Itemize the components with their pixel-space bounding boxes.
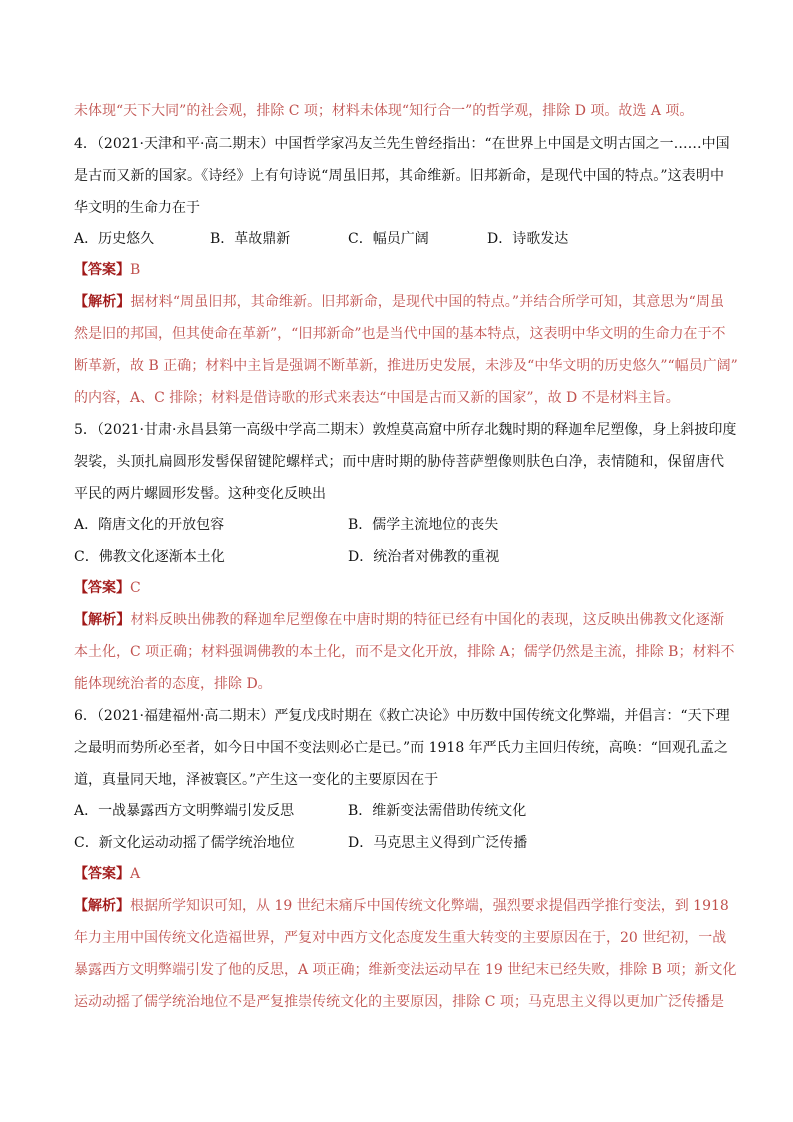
q6-option-d: D．马克思主义得到广泛传播 [348,835,528,851]
q4-analysis-line-2: 然是旧的邦国，但其使命在革新”，“旧邦新命”也是当代中国的基本特点，这表明中华文明的生命力在于不 [74,326,726,342]
q5-analysis-line-2: 本土化，C 项正确；材料强调佛教的本土化，而不是文化开放，排除 A；儒学仍然是主流，排除 B；材料不 [74,644,735,660]
q4-option-d: D．诗歌发达 [487,231,569,247]
answer-label: 【答案】 [74,866,130,882]
q6-stem-line-1: 6．（2021·福建福州·高二期末）严复戊戌时期在《救亡决论》中历数中国传统文化弊端，并倡言：“天下理 [74,708,730,724]
q6-analysis-line-2: 年力主用中国传统文化造福世界，严复对中西方文化态度发生重大转变的主要原因在于，20 世纪初，一战 [74,930,727,946]
q5-option-a: A．隋唐文化的开放包容 [74,517,225,533]
q6-analysis-line-4: 运动动摇了儒学统治地位不是严复推崇传统文化的主要原因，排除 C 项；马克思主义得以更加广泛传播是 [74,994,724,1010]
q6-option-b: B．维新变法需借助传统文化 [348,803,527,819]
q5-answer [74,578,724,598]
q6-answer [74,864,724,884]
q5-analysis-line-3: 能体现统治者的态度，排除 D。 [74,676,272,692]
q5-option-b: B．儒学主流地位的丧失 [348,517,499,533]
q6-option-a: A．一战暴露西方文明弊端引发反思 [74,803,295,819]
q5-option-d: D．统治者对佛教的重视 [348,549,500,565]
analysis-text: 据材料“周虽旧邦，其命维新。旧邦新命，是现代中国的特点。”并结合所学可知，其意思为“周虽 [130,294,724,310]
analysis-text: 根据所学知识可知，从 19 世纪末痛斥中国传统文化弊端，强烈要求提倡西学推行变法，到 1918 [130,898,729,914]
q6-analysis-line-3: 暴露西方文明弊端引发了他的反思，A 项正确；维新变法运动早在 19 世纪末已经失败，排除 B 项；新文化 [74,962,737,978]
q5-stem-line-2: 袈裟，头顶扎扁圆形发髻保留键陀螺样式；而中唐时期的胁侍菩萨塑像则肤色白净，表情随和，保留唐代 [74,454,724,470]
q5-stem-line-3: 平民的两片螺圆形发髻。这种变化反映出 [74,486,326,502]
answer-value: B [130,262,141,278]
analysis-label: 【解析】 [74,612,131,628]
q4-answer [74,260,724,280]
q6-option-c: C．新文化运动动摇了儒学统治地位 [74,835,295,851]
q5-stem-line-1: 5．（2021·甘肃·永昌县第一高级中学高二期末）敦煌莫高窟中所存北魏时期的释迦牟尼塑像，身上斜披印度 [74,422,737,438]
q4-stem-line-2: 是古而又新的国家。《诗经》上有句诗说“周虽旧邦，其命维新。旧邦新命，是现代中国的特点。”这表明中 [74,168,724,184]
q6-analysis-line-1 [74,896,729,916]
q4-option-c: C．幅员广阔 [348,231,429,247]
q4-stem-line-1: 4．（2021·天津和平·高二期末）中国哲学家冯友兰先生曾经指出：“在世界上中国是文明古国之一……中国 [74,136,730,152]
q5-option-c: C．佛教文化逐渐本土化 [74,549,225,565]
q5-analysis-line-1 [74,610,724,630]
q6-stem-line-3: 道，真量同天地，泽被寰区。”产生这一变化的主要原因在于 [74,772,439,788]
q4-option-a: A．历史悠久 [74,231,155,247]
answer-value: C [130,580,141,596]
q4-analysis-line-1 [74,292,724,312]
q4-analysis-line-3: 断革新，故 B 正确；材料中主旨是强调不断革新，推进历史发展，未涉及“中华文明的历史悠久”“幅员广阔” [74,358,738,374]
analysis-text: 材料反映出佛教的释迦牟尼塑像在中唐时期的特征已经有中国化的表现，这反映出佛教文化逐渐 [130,612,725,628]
answer-value: A [130,866,141,882]
q6-stem-line-2: 之最明而势所必至者，如今日中国不变法则必亡是已。”而 1918 年严氏力主回归传统，高唤：“回观孔孟之 [74,740,728,756]
q3-analysis-tail: 未体现“天下大同”的社会观，排除 C 项；材料未体现“知行合一”的哲学观，排除 D 项。故选 A 项。 [74,103,694,119]
answer-label: 【答案】 [74,262,130,278]
analysis-label: 【解析】 [74,898,130,914]
analysis-label: 【解析】 [74,294,131,310]
q4-option-b: B．革故鼎新 [210,231,291,247]
q4-stem-line-3: 华文明的生命力在于 [74,200,200,216]
answer-label: 【答案】 [74,580,130,596]
q4-analysis-line-4: 的内容，A、C 排除；材料是借诗歌的形式来表达“中国是古而又新的国家”，故 D 不是材料主旨。 [74,390,680,406]
